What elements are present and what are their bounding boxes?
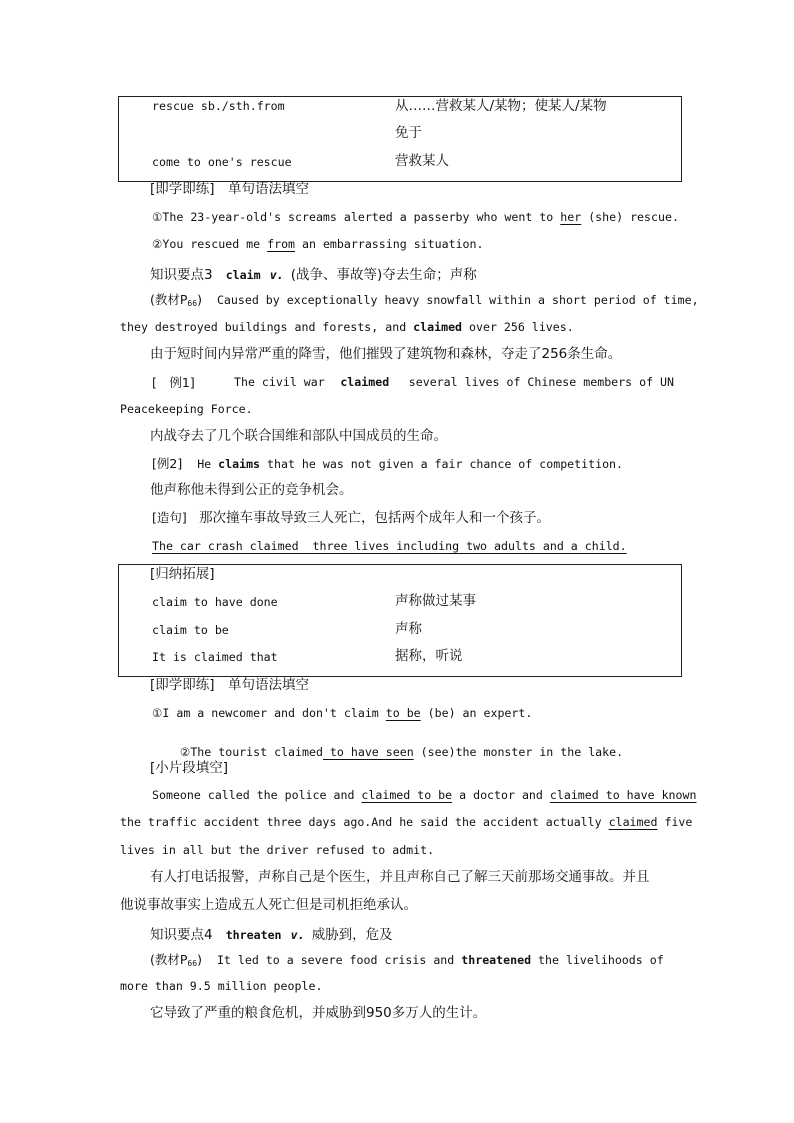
textbook-ref: (教材P [150, 292, 188, 307]
headword-meaning: 威胁到，危及 [311, 927, 393, 943]
practice-heading-1: [即学即练] 单句语法填空 [150, 181, 310, 197]
quote-keyword: threatened [461, 953, 532, 967]
example-text: He [197, 457, 219, 471]
practice-heading-2: [即学即练] 单句语法填空 [150, 677, 310, 693]
textbook-ref: (教材P [150, 952, 188, 967]
example-1-line-2: Peacekeeping Force. [120, 402, 253, 416]
textbook-ref-close: ) [197, 292, 202, 307]
phrase-claim-to-be: claim to be [152, 623, 229, 637]
answer-blank: claimed to have known [549, 788, 697, 802]
question-text: ②The tourist claimed [179, 744, 323, 759]
question-text: ①The 23-year-old's screams alerted a passerby who went to [152, 210, 561, 224]
fragment-text: a doctor and [452, 788, 550, 802]
quote-text: Caused by exceptionally heavy snowfall within a short period of time, [216, 293, 699, 307]
answer-blank: from [267, 237, 296, 251]
fragment-line-2 [120, 817, 692, 829]
quote-text: It led to a severe food crisis and [216, 953, 462, 967]
phrase-claim-to-have-done: claim to have done [152, 595, 278, 609]
example-1-translation: 内战夺去了几个联合国维和部队中国成员的生命。 [150, 428, 447, 444]
part-of-speech: v. [290, 928, 305, 942]
textbook-quote-line-1 [150, 294, 699, 308]
quote-keyword: claimed [413, 320, 463, 334]
point-label: 知识要点3 [150, 267, 213, 283]
question-text: ②You rescued me [152, 237, 268, 251]
knowledge-point-3-heading [150, 266, 477, 283]
textbook-quote-4-line-2: more than 9.5 million people. [120, 979, 323, 993]
fragment-line-3: lives in all but the driver refused to admit. [120, 843, 435, 857]
answer-blank: her [560, 210, 582, 224]
example-text: that he was not given a fair chance of competition. [260, 457, 624, 471]
example-keyword: claimed [340, 375, 390, 389]
point-label: 知识要点4 [150, 927, 213, 943]
headword-meaning: (战争、事故等)夺去生命；声称 [290, 267, 477, 283]
knowledge-point-4-heading [150, 926, 393, 943]
textbook-page: 66 [187, 299, 198, 308]
fragment-text: Someone called the police and [152, 788, 362, 802]
example-1-line-1 [152, 377, 674, 390]
question-text: (she) rescue. [581, 210, 679, 224]
question-text: ①I am a newcomer and don't claim [152, 706, 386, 720]
part-of-speech: v. [269, 268, 284, 282]
practice1-question-2 [152, 239, 484, 251]
sentence-making [152, 512, 550, 526]
answer-blank: to be [385, 706, 421, 720]
answer-blank: claimed [608, 815, 658, 829]
example-2-translation: 他声称他未得到公正的竞争机会。 [150, 482, 353, 498]
example-text: The civil war [234, 375, 325, 389]
phrase-rescue-from-meaning-cont: 免于 [395, 125, 422, 141]
example-1-text [234, 377, 674, 390]
sentence-making-prompt: 那次撞车事故导致三人死亡，包括两个成年人和一个孩子。 [199, 510, 551, 526]
fragment-text: the traffic accident three days ago.And he said the accident actually [120, 815, 609, 829]
example-2 [152, 458, 623, 471]
fragment-text: five [657, 815, 693, 829]
sentence-making-label: [造句] [152, 510, 187, 525]
phrase-claim-to-have-done-meaning: 声称做过某事 [395, 593, 476, 609]
expansion-heading: [归纳拓展] [150, 566, 215, 582]
quote-text: over 256 lives. [462, 320, 574, 334]
textbook-quote-translation: 由于短时间内异常严重的降雪，他们摧毁了建筑物和森林，夺走了256条生命。 [150, 346, 622, 362]
quote-text: they destroyed buildings and forests, and [120, 320, 414, 334]
quote-text: the livelihoods of [531, 953, 664, 967]
phrase-come-to-rescue-meaning: 营救某人 [395, 153, 449, 169]
fragment-heading: [小片段填空] [150, 760, 229, 776]
headword: claim [225, 268, 261, 282]
answer-blank: claimed to be [361, 788, 453, 802]
practice2-question-1 [152, 708, 532, 720]
answer-blank: to have seen [322, 744, 414, 759]
fragment-translation-2: 他说事故事实上造成五人死亡但是司机拒绝承认。 [120, 897, 417, 913]
textbook-page: 66 [187, 959, 198, 968]
fragment-translation-1: 有人打电话报警，声称自己是个医生，并且声称自己了解三天前那场交通事故。并且 [150, 869, 650, 885]
question-text: (be) an expert. [420, 706, 533, 720]
fragment-line-1 [152, 790, 696, 802]
question-text: (see)the monster in the lake. [413, 744, 624, 759]
example-text: several lives of Chinese members of UN [408, 375, 674, 389]
textbook-quote-4-line-1 [150, 954, 664, 968]
phrase-claim-to-be-meaning: 声称 [395, 621, 422, 637]
textbook-quote-4-translation: 它导致了严重的粮食危机，并威胁到950多万人的生计。 [150, 1005, 487, 1021]
headword: threaten [225, 928, 282, 942]
sentence-making-answer: The car crash claimed three lives including two adults and a child. [152, 539, 627, 553]
phrase-rescue-from: rescue sb./sth.from [152, 99, 285, 113]
textbook-ref-close: ) [197, 952, 202, 967]
question-text: an embarrassing situation. [295, 237, 484, 251]
example-keyword: claims [218, 457, 261, 471]
textbook-quote-line-2 [120, 322, 574, 334]
phrase-it-is-claimed: It is claimed that [152, 650, 278, 664]
example-label: [ 例1] [152, 375, 195, 390]
phrase-it-is-claimed-meaning: 据称，听说 [395, 648, 463, 664]
example-label: [例2] [152, 456, 183, 471]
practice1-question-1 [152, 212, 679, 224]
phrase-come-to-rescue: come to one's rescue [152, 155, 292, 169]
phrase-rescue-from-meaning: 从……营救某人/某物；使某人/某物 [395, 98, 607, 114]
